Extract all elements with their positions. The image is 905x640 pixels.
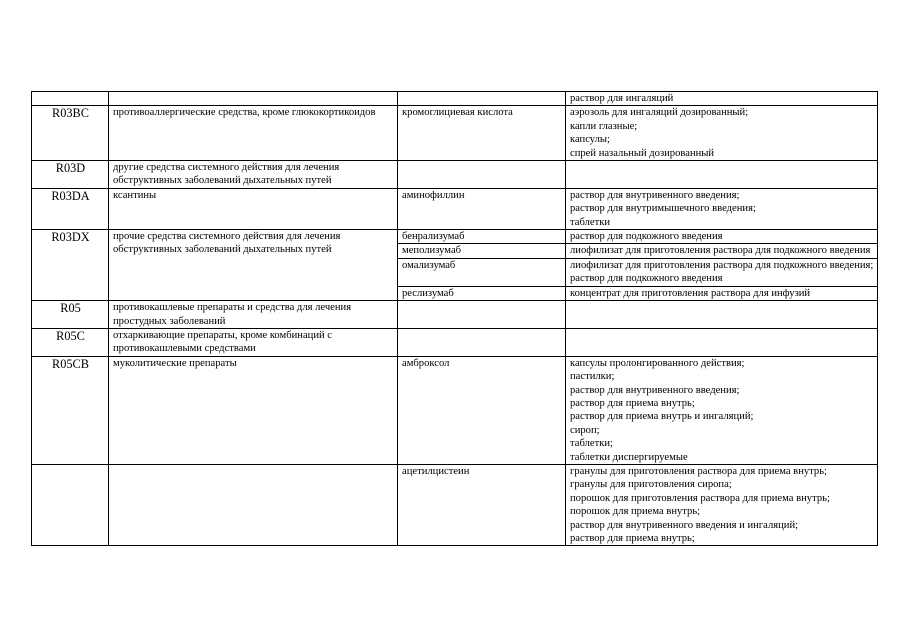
drug-table [31, 91, 878, 546]
dosage-form-line: раствор для приема внутрь; [570, 397, 695, 409]
table-row [32, 188, 878, 229]
dosage-form-line: капсулы; [570, 134, 610, 146]
dosage-form-line: раствор для внутримышечного введения; [570, 203, 756, 215]
dosage-forms-cell [566, 188, 878, 229]
substance-cell: амброксол [398, 356, 566, 464]
group-name-cell: муколитические препараты [109, 356, 398, 464]
substance-cell [398, 92, 566, 106]
dosage-form-line: спрей назальный дозированный [570, 147, 715, 159]
substance-cell: омализумаб [398, 258, 566, 286]
dosage-form-line: концентрат для приготовления раствора для инфузий [570, 287, 811, 299]
dosage-form-line: гранулы для приготовления сиропа; [570, 479, 732, 491]
table-row [32, 161, 878, 189]
dosage-form-line: порошок для приготовления раствора для приема внутрь; [570, 492, 830, 504]
atc-code-cell: R03DX [32, 230, 109, 301]
atc-code-cell [32, 92, 109, 106]
dosage-form-line: раствор для подкожного введения [570, 231, 723, 243]
dosage-forms-cell [566, 258, 878, 286]
dosage-forms-cell [566, 464, 878, 545]
substance-cell: бенрализумаб [398, 230, 566, 244]
dosage-form-line: раствор для подкожного введения [570, 273, 723, 285]
atc-code-cell: R05CB [32, 356, 109, 464]
table-row [32, 301, 878, 329]
dosage-forms-cell [566, 356, 878, 464]
dosage-form-line: порошок для приема внутрь; [570, 506, 701, 518]
dosage-form-line: таблетки [570, 216, 611, 228]
group-name-cell: прочие средства системного действия для лечения обструктивных заболеваний дыхательных путей [109, 230, 398, 301]
substance-cell: реслизумаб [398, 286, 566, 300]
dosage-form-line: капсулы пролонгированного действия; [570, 357, 745, 369]
atc-code-cell: R03BC [32, 106, 109, 161]
dosage-forms-cell [566, 301, 878, 329]
dosage-form-line: раствор для внутривенного введения; [570, 189, 740, 201]
substance-cell [398, 301, 566, 329]
dosage-form-line: аэрозоль для ингаляций дозированный; [570, 107, 749, 119]
substance-cell: меполизумаб [398, 244, 566, 258]
dosage-form-line: лиофилизат для приготовления раствора для подкожного введения; [570, 259, 874, 271]
dosage-form-line: лиофилизат для приготовления раствора для подкожного введения [570, 245, 871, 257]
dosage-form-line: сироп; [570, 424, 600, 436]
group-name-cell: другие средства системного действия для лечения обструктивных заболеваний дыхательных путей [109, 161, 398, 189]
dosage-forms-cell [566, 286, 878, 300]
group-name-cell [109, 464, 398, 545]
atc-code-cell: R05 [32, 301, 109, 329]
table-row [32, 92, 878, 106]
substance-cell: ацетилцистеин [398, 464, 566, 545]
dosage-forms-cell [566, 161, 878, 189]
substance-cell [398, 328, 566, 356]
atc-code-cell: R03D [32, 161, 109, 189]
table-row [32, 464, 878, 545]
dosage-form-line: раствор для приема внутрь; [570, 533, 695, 544]
atc-code-cell: R05C [32, 328, 109, 356]
table-row [32, 328, 878, 356]
dosage-form-line: пастилки; [570, 371, 615, 383]
dosage-form-line: раствор для приема внутрь и ингаляций; [570, 411, 754, 423]
substance-cell [398, 161, 566, 189]
substance-cell: кромоглициевая кислота [398, 106, 566, 161]
table-row [32, 106, 878, 161]
atc-code-cell: R03DA [32, 188, 109, 229]
dosage-forms-cell [566, 230, 878, 244]
group-name-cell: противоаллергические средства, кроме глюкокортикоидов [109, 106, 398, 161]
dosage-form-line: раствор для внутривенного введения и ингаляций; [570, 519, 799, 531]
dosage-forms-cell [566, 328, 878, 356]
dosage-form-line: таблетки диспергируемые [570, 451, 688, 463]
group-name-cell: ксантины [109, 188, 398, 229]
atc-code-cell [32, 464, 109, 545]
group-name-cell [109, 92, 398, 106]
table-row [32, 356, 878, 464]
table-row [32, 230, 878, 244]
substance-cell: аминофиллин [398, 188, 566, 229]
group-name-cell: противокашлевые препараты и средства для лечения простудных заболеваний [109, 301, 398, 329]
group-name-cell: отхаркивающие препараты, кроме комбинаций с противокашлевыми средствами [109, 328, 398, 356]
dosage-form-line: раствор для ингаляций [570, 93, 674, 104]
drug-table-body [32, 92, 878, 546]
dosage-forms-cell [566, 106, 878, 161]
dosage-form-line: капли глазные; [570, 120, 638, 132]
dosage-forms-cell [566, 92, 878, 106]
dosage-form-line: таблетки; [570, 438, 613, 450]
dosage-forms-cell [566, 244, 878, 258]
dosage-form-line: гранулы для приготовления раствора для приема внутрь; [570, 465, 827, 477]
dosage-form-line: раствор для внутривенного введения; [570, 384, 740, 396]
